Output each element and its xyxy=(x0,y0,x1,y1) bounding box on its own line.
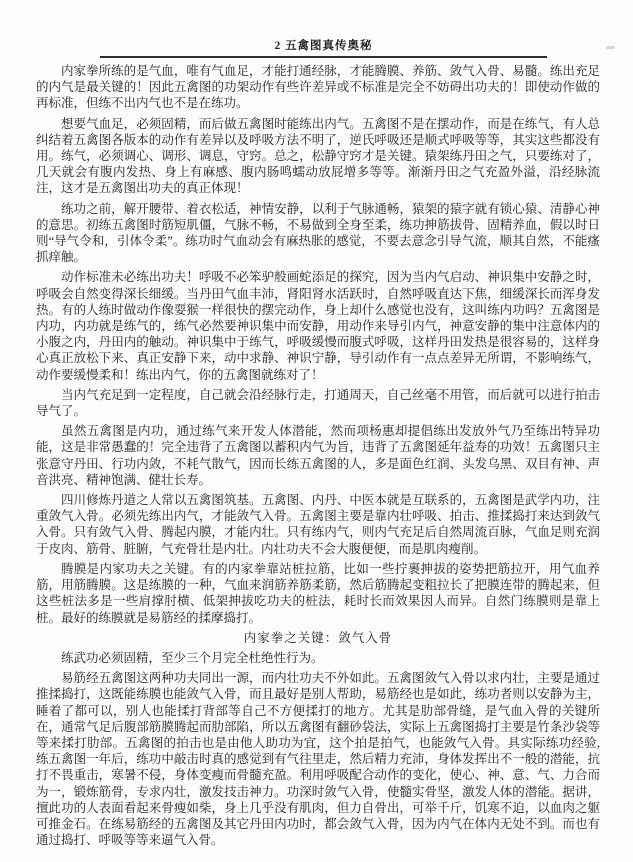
paragraph: 易筋经五禽图这两种功夫同出一源，而内壮功夫不外如此。五禽图敛气入骨以求内壮，主要是通过推揉捣打，这既能练膜也能敛气入骨，而且最好是别人帮助，易筋经也是如此，练功者则以安静为主，睡着了都可以，别人也能揉打背部等自己不方便揉打的地方。尤其是肋部骨缝，是气血入骨的关键所在，通常气足后腹部筋膜腾起而肋部陷，所以五禽图有翻砂袋法，实际上五禽图捣打主要是竹条沙袋等等来揉打肋部。五禽图的拍击也是由他人助功为宜，这个拍是拍气，也能敛气入骨。具实际练功经验,练五禽图一年后，练功中敲击时真的感觉到有气往里走，然后精力充沛，身体发挥出不一般的潜能，抗打不畏重击，寒暑不侵，身体变瘦而骨髓充盈。利用呼吸配合动作的变化，使心、神、意、气、力合而为一，锻炼筋骨，专求内壮，激发技击神力。功深时敛气入骨，使髓实骨坚，激发人体的潜能。据讲，擅此功的人表面看起来骨瘦如柴，身上几乎没有肌肉，但力自骨出，可举千斤，饥寒不迫，以血肉之躯可推金石。在练易筋经的五禽图及其它丹田内功时，都会敛气入骨，因为内气在体内无处不到。而也有通过捣打、呼吸等等来逼气入骨。 xyxy=(36,671,600,848)
header-rule xyxy=(100,56,547,58)
paragraph: 动作标准未必练出功夫！呼吸不必笨驴般画蛇添足的探究，因为当内气启动、神识集中安静之时，呼吸会自然变得深长细缓。当丹田气血丰沛，肾阳肾水活跃时，自然呼吸直达下焦，细缓深长而浑身发热。有的人练时做动作像耍猴一样很快的摆完动作，身上却什么感觉也没有，这叫练内功吗？五禽图是内功，内功就是练气的，练气必然要神识集中而安静，用动作来导引内气，神意安静的集中注意体内的小腹之内，丹田内的触动。神识集中于练气，呼吸缓慢而腹式呼吸，这样丹田发热是很容易的，这样身心真正放松下来、真正安静下来，动中求静、神识宁静，导引动作有一点点差异无所谓，不影响练气，动作要缓慢柔和！练出内气，你的五禽图就练对了！ xyxy=(36,270,600,382)
scan-artifact xyxy=(606,46,615,49)
paragraph: 腾膜是内家功夫之关键。有的内家拳靠站桩拉筋，比如一些拧裹抻拔的姿势把筋拉开，用气血养筋，用筋腾膜。这是练膜的一种，气血来润筋养筋柔筋，然后筋腾起变粗拉长了把膜连带的腾起来，但这些桩法多是一些肩撑肘横、低架抻拔吃功夫的桩法，耗时长而效果因人而异。自然门练膜则是靠上桩。最好的练膜就是易筋经的揉摩捣打。 xyxy=(36,561,600,625)
paragraph: 虽然五禽图是内功，通过练气来开发人体潜能，然而项杨惠却提倡练出发放外气乃至练出特异功能，这是非常愚蠢的！完全违背了五禽图以蓄积内气为旨，违背了五禽图延年益寿的功效！五禽图只主张意守丹田、行功内敛，不耗气散气，因而长练五禽图的人，多是面色红润、头发乌黑、双目有神、声音洪亮、精神饱满、健壮长寿。 xyxy=(36,424,600,487)
paragraph: 内家拳所练的是气血，唯有气血足，才能打通经脉，才能腾膜、养筋、敛气入骨、易髓。练出充足的内气是最关键的！因此五禽图的功架动作有些许差异或不标准是完全不妨碍出功夫的！即使动作做的再标准，但练不出内气也不是在练功。 xyxy=(36,64,600,111)
page-body xyxy=(36,63,600,852)
paragraph: 当内气充足到一定程度，自己就会沿经脉行走，打通周天，自己丝毫不用管，而后就可以进行拍击导气了。 xyxy=(36,387,600,419)
paragraph: 练武功必须固精，至少三个月完全杜绝性行为。 xyxy=(61,650,324,665)
paragraph: 四川修炼丹道之人常以五禽图筑基。五禽图、内丹、中医本就是互联系的，五禽图是武学内功，注重敛气入骨。必须先练出内气，才能敛气入骨。五禽图主要是靠内壮呼吸、拍击、推揉捣打来达到敛气入骨。只有敛气入骨、腾起内膜，才能内壮。只有练内气，则内气充足后自然周流百脉，气血足则充润于皮肉、筋骨、脏腑，气充骨壮是内壮。内壮功夫不会大腹便便，而是肌肉瘦削。 xyxy=(36,493,600,556)
running-head-title: 2 五禽图真传奥秘 xyxy=(274,40,373,52)
paragraph: 想要气血足，必须固精，而后做五禽图时能练出内气。五禽图不是在摆动作，而是在练气，有人总纠结着五禽图各版本的动作有差异以及呼吸方法不明了，逆氏呼吸还是顺式呼吸等等，其实这些都没有用。练气，必须调心、调形、调息，守窍。总之，松静守窍才是关键。猿架练丹田之气，只要练对了，几天就会有腹内发热、身上有麻感、腹内肠鸣蠕动放屁增多等等。渐渐丹田之气充盈外溢，沿经脉流注，这才是五禽图出功夫的真正体现！ xyxy=(36,116,600,196)
section-heading: 内家拳之关键：敛气入骨 xyxy=(243,630,393,645)
page-header xyxy=(100,37,547,58)
paragraph: 练功之前，解开腰带、着衣松适，神情安静，以利于气脉通畅，猿架的猿字就有锁心猿、清静心神的意思。初练五禽图时筋短肌僵，气脉不畅，不易做到全身至柔，练功抻筋拔骨、固精养血，假以时日则“导气令和，引体令柔”。练功时气血动会有麻热胀的感觉，不要去意念引导气流，顺其自然，不能瘙抓痒触。 xyxy=(36,201,600,265)
